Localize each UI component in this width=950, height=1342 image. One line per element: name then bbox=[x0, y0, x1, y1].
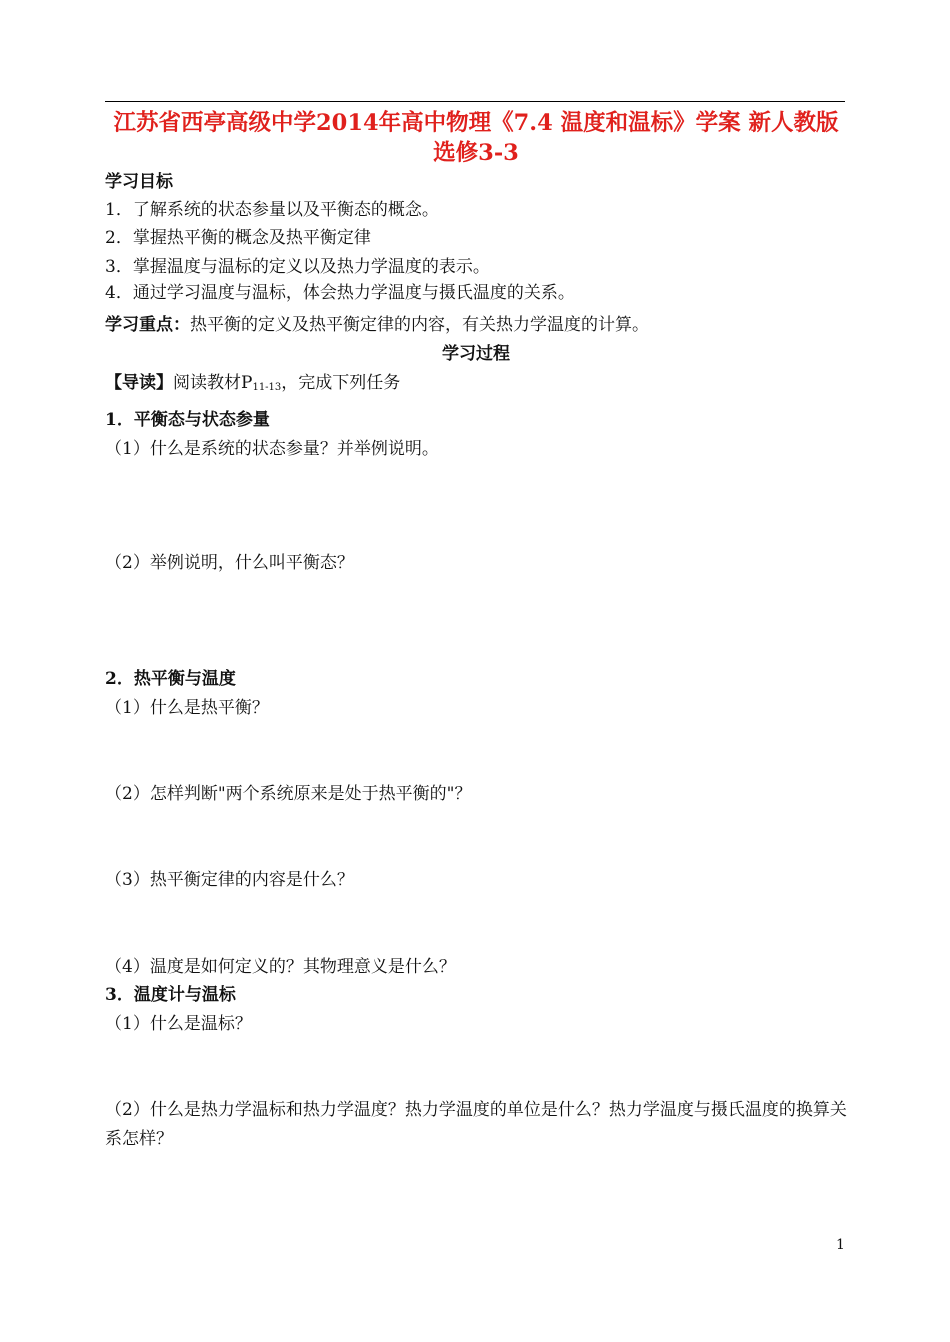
page-number: 1 bbox=[836, 1237, 845, 1253]
guide-pages: 11-13 bbox=[252, 382, 282, 393]
guide-line bbox=[105, 371, 400, 400]
process-heading: 学习过程 bbox=[442, 344, 510, 364]
question: （1）什么是系统的状态参量？并举例说明。 bbox=[105, 439, 439, 459]
header-rule bbox=[105, 101, 845, 102]
question: （2）怎样判断"两个系统原来是处于热平衡的"？ bbox=[105, 784, 472, 804]
objective-item: 3．掌握温度与温标的定义以及热力学温度的表示。 bbox=[105, 257, 490, 277]
guide-label: 【导读】 bbox=[105, 373, 173, 393]
document-title: 江苏省西亭高级中学2014年高中物理《7.4 温度和温标》学案 新人教版选修3-3 bbox=[113, 110, 839, 166]
question: （2）什么是热力学温标和热力学温度？热力学温度的单位是什么？热力学温度与摄氏温度的换算关系怎样？ bbox=[105, 1100, 847, 1149]
question: （1）什么是温标？ bbox=[105, 1014, 252, 1034]
key-point-text: 热平衡的定义及热平衡定律的内容，有关热力学温度的计算。 bbox=[190, 315, 649, 335]
guide-text: 阅读教材P bbox=[173, 373, 253, 393]
section2-heading: 2．热平衡与温度 bbox=[105, 669, 236, 689]
section1-heading: 1．平衡态与状态参量 bbox=[105, 410, 270, 430]
section3-heading: 3．温度计与温标 bbox=[105, 985, 236, 1005]
key-point-line bbox=[105, 313, 649, 337]
question: （4）温度是如何定义的？其物理意义是什么？ bbox=[105, 957, 456, 977]
objective-item: 1．了解系统的状态参量以及平衡态的概念。 bbox=[105, 200, 439, 220]
objective-item: 2．掌握热平衡的概念及热平衡定律 bbox=[105, 228, 371, 248]
question: （3）热平衡定律的内容是什么？ bbox=[105, 870, 354, 890]
question: （1）什么是热平衡？ bbox=[105, 698, 269, 718]
key-point-label: 学习重点： bbox=[105, 315, 190, 335]
objectives-heading: 学习目标 bbox=[105, 172, 173, 192]
question: （2）举例说明，什么叫平衡态？ bbox=[105, 553, 354, 573]
objective-item: 4．通过学习温度与温标，体会热力学温度与摄氏温度的关系。 bbox=[105, 283, 575, 303]
guide-rest: ，完成下列任务 bbox=[281, 373, 401, 393]
